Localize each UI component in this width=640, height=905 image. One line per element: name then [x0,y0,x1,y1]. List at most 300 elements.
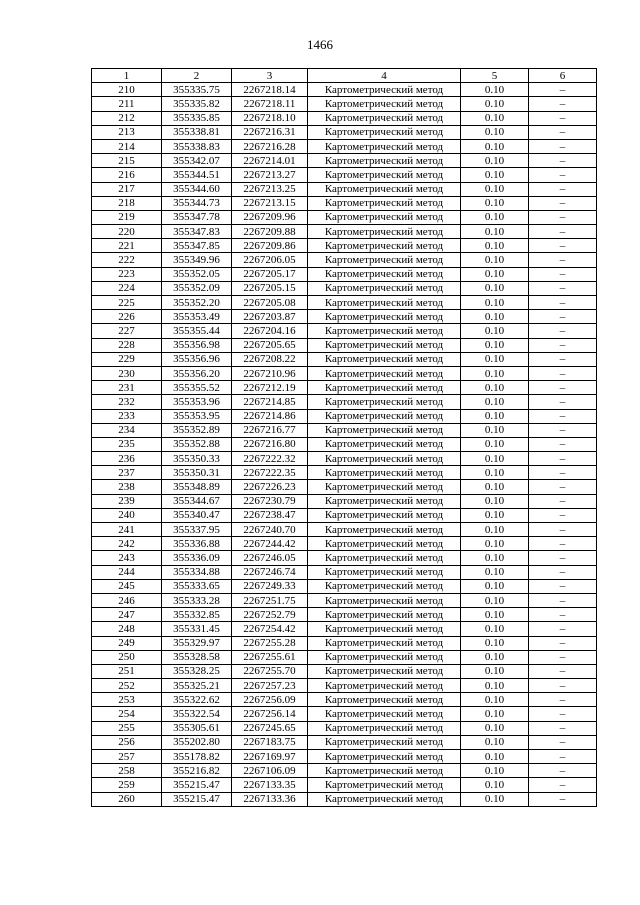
point-number-cell: 257 [92,750,162,764]
precision-cell: 0.10 [461,664,529,678]
precision-cell: 0.10 [461,778,529,792]
point-number-cell: 239 [92,494,162,508]
y-coordinate-cell: 2267249.33 [232,579,308,593]
precision-cell: 0.10 [461,608,529,622]
note-cell: – [529,239,597,253]
point-number-cell: 237 [92,466,162,480]
table-header-row [92,69,597,83]
method-cell: Картометрический метод [308,636,461,650]
y-coordinate-cell: 2267212.19 [232,381,308,395]
note-cell: – [529,281,597,295]
point-number-cell: 223 [92,267,162,281]
x-coordinate-cell: 355344.51 [162,168,232,182]
x-coordinate-cell: 355202.80 [162,735,232,749]
x-coordinate-cell: 355335.85 [162,111,232,125]
method-cell: Картометрический метод [308,352,461,366]
precision-cell: 0.10 [461,210,529,224]
precision-cell: 0.10 [461,154,529,168]
x-coordinate-cell: 355325.21 [162,679,232,693]
x-coordinate-cell: 355335.82 [162,97,232,111]
x-coordinate-cell: 355348.89 [162,480,232,494]
note-cell: – [529,125,597,139]
y-coordinate-cell: 2267206.05 [232,253,308,267]
precision-cell: 0.10 [461,296,529,310]
method-cell: Картометрический метод [308,437,461,451]
point-number-cell: 260 [92,792,162,806]
table-row [92,83,597,97]
x-coordinate-cell: 355333.28 [162,593,232,607]
point-number-cell: 230 [92,366,162,380]
y-coordinate-cell: 2267255.28 [232,636,308,650]
note-cell: – [529,593,597,607]
y-coordinate-cell: 2267204.16 [232,324,308,338]
y-coordinate-cell: 2267210.96 [232,366,308,380]
y-coordinate-cell: 2267254.42 [232,622,308,636]
x-coordinate-cell: 355347.85 [162,239,232,253]
table-row [92,508,597,522]
header-cell-6: 6 [529,69,597,83]
x-coordinate-cell: 355216.82 [162,764,232,778]
precision-cell: 0.10 [461,267,529,281]
x-coordinate-cell: 355337.95 [162,523,232,537]
precision-cell: 0.10 [461,636,529,650]
table-row [92,452,597,466]
method-cell: Картометрический метод [308,523,461,537]
coordinates-table [91,68,597,807]
precision-cell: 0.10 [461,494,529,508]
point-number-cell: 216 [92,168,162,182]
point-number-cell: 256 [92,735,162,749]
y-coordinate-cell: 2267216.80 [232,437,308,451]
note-cell: – [529,139,597,153]
table-row [92,381,597,395]
x-coordinate-cell: 355305.61 [162,721,232,735]
method-cell: Картометрический метод [308,466,461,480]
table-row [92,650,597,664]
method-cell: Картометрический метод [308,664,461,678]
y-coordinate-cell: 2267209.86 [232,239,308,253]
table-row [92,168,597,182]
y-coordinate-cell: 2267256.09 [232,693,308,707]
precision-cell: 0.10 [461,423,529,437]
table-row [92,324,597,338]
y-coordinate-cell: 2267213.27 [232,168,308,182]
precision-cell: 0.10 [461,679,529,693]
precision-cell: 0.10 [461,452,529,466]
point-number-cell: 254 [92,707,162,721]
y-coordinate-cell: 2267222.32 [232,452,308,466]
method-cell: Картометрический метод [308,423,461,437]
point-number-cell: 214 [92,139,162,153]
table-row [92,565,597,579]
table-row [92,636,597,650]
point-number-cell: 225 [92,296,162,310]
precision-cell: 0.10 [461,593,529,607]
y-coordinate-cell: 2267205.65 [232,338,308,352]
precision-cell: 0.10 [461,352,529,366]
method-cell: Картометрический метод [308,565,461,579]
table-row [92,551,597,565]
note-cell: – [529,324,597,338]
precision-cell: 0.10 [461,111,529,125]
point-number-cell: 212 [92,111,162,125]
method-cell: Картометрический метод [308,366,461,380]
method-cell: Картометрический метод [308,267,461,281]
note-cell: – [529,750,597,764]
note-cell: – [529,523,597,537]
x-coordinate-cell: 355344.67 [162,494,232,508]
x-coordinate-cell: 355329.97 [162,636,232,650]
y-coordinate-cell: 2267230.79 [232,494,308,508]
precision-cell: 0.10 [461,139,529,153]
method-cell: Картометрический метод [308,409,461,423]
note-cell: – [529,466,597,480]
y-coordinate-cell: 2267205.17 [232,267,308,281]
method-cell: Картометрический метод [308,679,461,693]
note-cell: – [529,111,597,125]
precision-cell: 0.10 [461,168,529,182]
table-row [92,310,597,324]
method-cell: Картометрический метод [308,750,461,764]
x-coordinate-cell: 355340.47 [162,508,232,522]
note-cell: – [529,679,597,693]
table-row [92,423,597,437]
precision-cell: 0.10 [461,508,529,522]
precision-cell: 0.10 [461,579,529,593]
method-cell: Картометрический метод [308,154,461,168]
method-cell: Картометрический метод [308,452,461,466]
table-body [92,83,597,807]
table-row [92,593,597,607]
precision-cell: 0.10 [461,366,529,380]
table-row [92,693,597,707]
precision-cell: 0.10 [461,466,529,480]
table-row [92,338,597,352]
x-coordinate-cell: 355332.85 [162,608,232,622]
note-cell: – [529,182,597,196]
x-coordinate-cell: 355336.09 [162,551,232,565]
note-cell: – [529,381,597,395]
x-coordinate-cell: 355342.07 [162,154,232,168]
precision-cell: 0.10 [461,735,529,749]
point-number-cell: 250 [92,650,162,664]
y-coordinate-cell: 2267209.88 [232,225,308,239]
y-coordinate-cell: 2267218.14 [232,83,308,97]
point-number-cell: 229 [92,352,162,366]
note-cell: – [529,210,597,224]
note-cell: – [529,253,597,267]
precision-cell: 0.10 [461,721,529,735]
note-cell: – [529,764,597,778]
y-coordinate-cell: 2267213.15 [232,196,308,210]
point-number-cell: 220 [92,225,162,239]
precision-cell: 0.10 [461,565,529,579]
x-coordinate-cell: 355344.73 [162,196,232,210]
point-number-cell: 231 [92,381,162,395]
x-coordinate-cell: 355338.83 [162,139,232,153]
precision-cell: 0.10 [461,253,529,267]
table-row [92,764,597,778]
note-cell: – [529,778,597,792]
precision-cell: 0.10 [461,523,529,537]
method-cell: Картометрический метод [308,139,461,153]
table-row [92,182,597,196]
table-row [92,239,597,253]
table-row [92,608,597,622]
x-coordinate-cell: 355322.62 [162,693,232,707]
precision-cell: 0.10 [461,381,529,395]
method-cell: Картометрический метод [308,381,461,395]
method-cell: Картометрический метод [308,508,461,522]
note-cell: – [529,154,597,168]
precision-cell: 0.10 [461,125,529,139]
point-number-cell: 234 [92,423,162,437]
note-cell: – [529,97,597,111]
note-cell: – [529,437,597,451]
table-row [92,281,597,295]
point-number-cell: 245 [92,579,162,593]
point-number-cell: 238 [92,480,162,494]
table-row [92,437,597,451]
y-coordinate-cell: 2267246.74 [232,565,308,579]
table-row [92,210,597,224]
note-cell: – [529,721,597,735]
precision-cell: 0.10 [461,97,529,111]
x-coordinate-cell: 355347.78 [162,210,232,224]
method-cell: Картометрический метод [308,210,461,224]
note-cell: – [529,83,597,97]
x-coordinate-cell: 355350.31 [162,466,232,480]
y-coordinate-cell: 2267257.23 [232,679,308,693]
y-coordinate-cell: 2267245.65 [232,721,308,735]
method-cell: Картометрический метод [308,707,461,721]
y-coordinate-cell: 2267216.77 [232,423,308,437]
y-coordinate-cell: 2267169.97 [232,750,308,764]
table-row [92,792,597,806]
point-number-cell: 211 [92,97,162,111]
note-cell: – [529,494,597,508]
x-coordinate-cell: 355347.83 [162,225,232,239]
method-cell: Картометрический метод [308,494,461,508]
y-coordinate-cell: 2267214.85 [232,395,308,409]
header-cell-1: 1 [92,69,162,83]
x-coordinate-cell: 355350.33 [162,452,232,466]
table-row [92,494,597,508]
point-number-cell: 246 [92,593,162,607]
point-number-cell: 244 [92,565,162,579]
x-coordinate-cell: 355335.75 [162,83,232,97]
x-coordinate-cell: 355355.44 [162,324,232,338]
note-cell: – [529,608,597,622]
point-number-cell: 227 [92,324,162,338]
y-coordinate-cell: 2267252.79 [232,608,308,622]
precision-cell: 0.10 [461,409,529,423]
table-row [92,466,597,480]
note-cell: – [529,452,597,466]
point-number-cell: 222 [92,253,162,267]
y-coordinate-cell: 2267214.01 [232,154,308,168]
point-number-cell: 232 [92,395,162,409]
precision-cell: 0.10 [461,239,529,253]
table-row [92,679,597,693]
method-cell: Картометрический метод [308,125,461,139]
method-cell: Картометрический метод [308,97,461,111]
table-row [92,721,597,735]
method-cell: Картометрический метод [308,622,461,636]
header-cell-2: 2 [162,69,232,83]
method-cell: Картометрический метод [308,196,461,210]
page-number: 1466 [307,37,333,52]
note-cell: – [529,225,597,239]
point-number-cell: 218 [92,196,162,210]
y-coordinate-cell: 2267226.23 [232,480,308,494]
precision-cell: 0.10 [461,693,529,707]
y-coordinate-cell: 2267256.14 [232,707,308,721]
table-row [92,125,597,139]
point-number-cell: 219 [92,210,162,224]
precision-cell: 0.10 [461,707,529,721]
point-number-cell: 236 [92,452,162,466]
precision-cell: 0.10 [461,764,529,778]
point-number-cell: 228 [92,338,162,352]
point-number-cell: 217 [92,182,162,196]
y-coordinate-cell: 2267251.75 [232,593,308,607]
x-coordinate-cell: 355344.60 [162,182,232,196]
method-cell: Картометрический метод [308,721,461,735]
precision-cell: 0.10 [461,480,529,494]
point-number-cell: 242 [92,537,162,551]
y-coordinate-cell: 2267208.22 [232,352,308,366]
note-cell: – [529,196,597,210]
method-cell: Картометрический метод [308,324,461,338]
point-number-cell: 252 [92,679,162,693]
x-coordinate-cell: 355331.45 [162,622,232,636]
method-cell: Картометрический метод [308,111,461,125]
note-cell: – [529,664,597,678]
method-cell: Картометрический метод [308,168,461,182]
method-cell: Картометрический метод [308,792,461,806]
table-row [92,366,597,380]
x-coordinate-cell: 355352.89 [162,423,232,437]
x-coordinate-cell: 355338.81 [162,125,232,139]
table-row [92,111,597,125]
point-number-cell: 241 [92,523,162,537]
precision-cell: 0.10 [461,622,529,636]
precision-cell: 0.10 [461,750,529,764]
precision-cell: 0.10 [461,551,529,565]
x-coordinate-cell: 355356.96 [162,352,232,366]
method-cell: Картометрический метод [308,735,461,749]
table-row [92,253,597,267]
point-number-cell: 255 [92,721,162,735]
header-cell-4: 4 [308,69,461,83]
precision-cell: 0.10 [461,537,529,551]
method-cell: Картометрический метод [308,296,461,310]
x-coordinate-cell: 355352.20 [162,296,232,310]
precision-cell: 0.10 [461,437,529,451]
method-cell: Картометрический метод [308,764,461,778]
note-cell: – [529,310,597,324]
table-row [92,409,597,423]
x-coordinate-cell: 355215.47 [162,778,232,792]
table-row [92,537,597,551]
precision-cell: 0.10 [461,650,529,664]
precision-cell: 0.10 [461,395,529,409]
point-number-cell: 226 [92,310,162,324]
point-number-cell: 233 [92,409,162,423]
y-coordinate-cell: 2267222.35 [232,466,308,480]
x-coordinate-cell: 355349.96 [162,253,232,267]
x-coordinate-cell: 355352.88 [162,437,232,451]
note-cell: – [529,480,597,494]
y-coordinate-cell: 2267246.05 [232,551,308,565]
y-coordinate-cell: 2267133.35 [232,778,308,792]
point-number-cell: 213 [92,125,162,139]
x-coordinate-cell: 355322.54 [162,707,232,721]
method-cell: Картометрический метод [308,608,461,622]
note-cell: – [529,622,597,636]
method-cell: Картометрический метод [308,778,461,792]
note-cell: – [529,650,597,664]
method-cell: Картометрический метод [308,310,461,324]
x-coordinate-cell: 355334.88 [162,565,232,579]
point-number-cell: 249 [92,636,162,650]
y-coordinate-cell: 2267106.09 [232,764,308,778]
point-number-cell: 253 [92,693,162,707]
note-cell: – [529,338,597,352]
note-cell: – [529,395,597,409]
note-cell: – [529,707,597,721]
point-number-cell: 258 [92,764,162,778]
y-coordinate-cell: 2267216.31 [232,125,308,139]
note-cell: – [529,579,597,593]
point-number-cell: 248 [92,622,162,636]
x-coordinate-cell: 355353.49 [162,310,232,324]
method-cell: Картометрический метод [308,650,461,664]
y-coordinate-cell: 2267218.11 [232,97,308,111]
header-cell-3: 3 [232,69,308,83]
point-number-cell: 243 [92,551,162,565]
y-coordinate-cell: 2267255.70 [232,664,308,678]
y-coordinate-cell: 2267214.86 [232,409,308,423]
note-cell: – [529,267,597,281]
note-cell: – [529,352,597,366]
precision-cell: 0.10 [461,324,529,338]
point-number-cell: 235 [92,437,162,451]
method-cell: Картометрический метод [308,693,461,707]
note-cell: – [529,409,597,423]
table-row [92,267,597,281]
x-coordinate-cell: 355356.98 [162,338,232,352]
point-number-cell: 259 [92,778,162,792]
point-number-cell: 221 [92,239,162,253]
method-cell: Картометрический метод [308,395,461,409]
y-coordinate-cell: 2267183.75 [232,735,308,749]
table-row [92,622,597,636]
precision-cell: 0.10 [461,182,529,196]
method-cell: Картометрический метод [308,338,461,352]
x-coordinate-cell: 355353.95 [162,409,232,423]
y-coordinate-cell: 2267209.96 [232,210,308,224]
point-number-cell: 240 [92,508,162,522]
x-coordinate-cell: 355178.82 [162,750,232,764]
precision-cell: 0.10 [461,338,529,352]
y-coordinate-cell: 2267216.28 [232,139,308,153]
method-cell: Картометрический метод [308,253,461,267]
precision-cell: 0.10 [461,281,529,295]
point-number-cell: 247 [92,608,162,622]
y-coordinate-cell: 2267205.15 [232,281,308,295]
